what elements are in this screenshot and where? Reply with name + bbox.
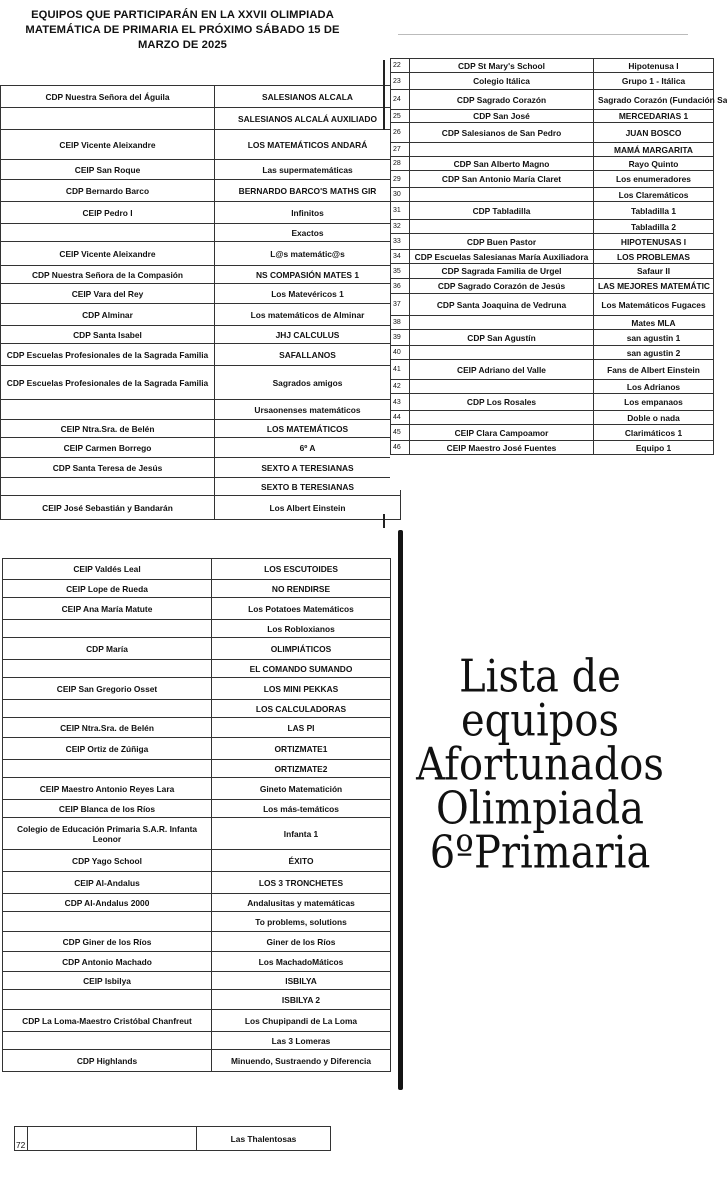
team-cell: ORTIZMATE2 (212, 760, 391, 778)
team-cell: Los enumeradores (594, 171, 714, 188)
caption-line: Lista de (459, 651, 621, 703)
team-cell: san agustin 1 (594, 330, 714, 346)
table-row (1, 108, 401, 130)
table-row (1, 160, 401, 180)
table-row (391, 346, 714, 360)
table-row (391, 143, 714, 157)
table-row (3, 700, 391, 718)
school-cell: CDP María (3, 638, 212, 660)
school-cell (1, 478, 215, 496)
team-cell: Tabladilla 2 (594, 220, 714, 234)
team-cell: OLIMPIÁTICOS (212, 638, 391, 660)
document-page-1 (0, 0, 385, 525)
row-number: 35 (391, 264, 410, 279)
caption-line: equipos (460, 695, 620, 747)
table-row (3, 1050, 391, 1072)
row-number: 31 (391, 202, 410, 220)
row-number: 29 (391, 171, 410, 188)
team-cell: Minuendo, Sustraendo y Diferencia (212, 1050, 391, 1072)
table-row (15, 1127, 331, 1151)
team-cell: Infanta 1 (212, 818, 391, 850)
row-number: 36 (391, 279, 410, 294)
table-row (1, 344, 401, 366)
row-number: 42 (391, 380, 410, 394)
row-number: 28 (391, 157, 410, 171)
team-cell: MAMÁ MARGARITA (594, 143, 714, 157)
school-cell: CDP Salesianos de San Pedro (410, 123, 594, 143)
table-row (3, 620, 391, 638)
table-row (3, 894, 391, 912)
table-row (391, 59, 714, 73)
row-number: 26 (391, 123, 410, 143)
school-cell: CDP Sagrado Corazón (410, 90, 594, 110)
team-cell: Los Adrianos (594, 380, 714, 394)
school-cell (410, 220, 594, 234)
table-row (1, 478, 401, 496)
row-number: 43 (391, 394, 410, 411)
teams-table-1 (0, 85, 401, 520)
table-row (3, 778, 391, 800)
team-cell: MERCEDARIAS 1 (594, 110, 714, 123)
team-cell: Hipotenusa I (594, 59, 714, 73)
row-number: 25 (391, 110, 410, 123)
school-cell: CDP Bernardo Barco (1, 180, 215, 202)
team-cell: L@s matemátic@s (215, 242, 401, 266)
school-cell: CEIP Adriano del Valle (410, 360, 594, 380)
school-cell: CDP St Mary's School (410, 59, 594, 73)
team-cell: LAS PI (212, 718, 391, 738)
table-row (1, 366, 401, 400)
school-cell: CDP Al-Andalus 2000 (3, 894, 212, 912)
school-cell: CDP San Antonio María Claret (410, 171, 594, 188)
table-row (1, 304, 401, 326)
school-cell: CDP La Loma-Maestro Cristóbal Chanfreut (3, 1010, 212, 1032)
school-cell: CEIP Maestro José Fuentes (410, 441, 594, 455)
team-cell: SALESIANOS ALCALA (215, 86, 401, 108)
school-cell (410, 346, 594, 360)
table-row (1, 496, 401, 520)
team-cell: Tabladilla 1 (594, 202, 714, 220)
school-cell: CDP Highlands (3, 1050, 212, 1072)
school-cell: CDP Antonio Machado (3, 952, 212, 972)
school-cell (410, 316, 594, 330)
team-cell: EL COMANDO SUMANDO (212, 660, 391, 678)
team-cell: Los Albert Einstein (215, 496, 401, 520)
table-row (1, 284, 401, 304)
school-cell: CEIP Ntra.Sra. de Belén (3, 718, 212, 738)
table-row (1, 86, 401, 108)
table-row (3, 818, 391, 850)
team-cell: Clarimáticos 1 (594, 425, 714, 441)
school-cell: CDP Santa Isabel (1, 326, 215, 344)
school-cell: CEIP Pedro I (1, 202, 215, 224)
school-cell (3, 990, 212, 1010)
table-row (391, 279, 714, 294)
table-row (3, 912, 391, 932)
school-cell: CDP Giner de los Ríos (3, 932, 212, 952)
team-cell: ORTIZMATE1 (212, 738, 391, 760)
school-cell: CEIP José Sebastián y Bandarán (1, 496, 215, 520)
school-cell: CDP Escuelas Profesionales de la Sagrada Familia (1, 344, 215, 366)
school-cell (1, 224, 215, 242)
table-row (3, 952, 391, 972)
teams-table-2 (390, 58, 727, 455)
row-number: 34 (391, 250, 410, 264)
team-cell: Equipo 1 (594, 441, 714, 455)
school-cell (410, 411, 594, 425)
school-cell: CEIP Lope de Rueda (3, 580, 212, 598)
table-row (391, 157, 714, 171)
team-cell: Los Matemáticos Fugaces (594, 294, 714, 316)
team-cell: Mates MLA (594, 316, 714, 330)
team-cell: ÉXITO (212, 850, 391, 872)
school-cell: CEIP Vara del Rey (1, 284, 215, 304)
team-cell: Sagrados amigos (215, 366, 401, 400)
table-row (1, 458, 401, 478)
document-page-2 (390, 58, 727, 490)
team-cell: ISBILYA (212, 972, 391, 990)
team-cell: Las supermatemáticas (215, 160, 401, 180)
school-cell: CDP Alminar (1, 304, 215, 326)
row-number: 33 (391, 234, 410, 250)
school-cell: CEIP Ortiz de Zúñiga (3, 738, 212, 760)
table-row (3, 872, 391, 894)
table-row (3, 932, 391, 952)
row-number: 46 (391, 441, 410, 455)
table-row (3, 718, 391, 738)
table-row (1, 224, 401, 242)
school-cell: CEIP Ntra.Sra. de Belén (1, 420, 215, 438)
school-cell: Colegio Itálica (410, 73, 594, 90)
table-row (391, 110, 714, 123)
team-cell: Las 3 Lomeras (212, 1032, 391, 1050)
school-cell (3, 700, 212, 718)
table-row (3, 678, 391, 700)
table-row (3, 598, 391, 620)
team-cell: LOS PROBLEMAS (594, 250, 714, 264)
team-cell: LOS 3 TRONCHETES (212, 872, 391, 894)
team-cell: Los Robloxianos (212, 620, 391, 638)
school-cell: CDP Escuelas Profesionales de la Sagrada Familia (1, 366, 215, 400)
team-cell: Fans de Albert Einstein (594, 360, 714, 380)
school-cell: CDP Sagrada Familia de Urgel (410, 264, 594, 279)
table-row (1, 130, 401, 160)
school-cell: CDP Escuelas Salesianas María Auxiliadora (410, 250, 594, 264)
row-number: 39 (391, 330, 410, 346)
handwritten-caption (395, 651, 685, 879)
school-cell: CDP San Agustín (410, 330, 594, 346)
school-cell: CEIP Blanca de los Ríos (3, 800, 212, 818)
table-row (391, 202, 714, 220)
team-cell: Ursaonenses matemáticos (215, 400, 401, 420)
row-number: 27 (391, 143, 410, 157)
school-cell: Colegio de Educación Primaria S.A.R. Infanta Leonor (3, 818, 212, 850)
school-cell: CEIP Valdés Leal (3, 559, 212, 580)
team-cell: LOS MATEMÁTICOS ANDARÁ (215, 130, 401, 160)
table-row (3, 760, 391, 778)
team-cell: NS COMPASIÓN MATES 1 (215, 266, 401, 284)
team-cell: Sagrado Corazón (Fundación Sa (594, 90, 714, 110)
table-row (391, 73, 714, 90)
row-number: 32 (391, 220, 410, 234)
team-cell: SEXTO A TERESIANAS (215, 458, 401, 478)
table-row (1, 420, 401, 438)
team-cell: Los Chupipandi de La Loma (212, 1010, 391, 1032)
team-cell: Giner de los Ríos (212, 932, 391, 952)
team-cell: Doble o nada (594, 411, 714, 425)
table-row (391, 123, 714, 143)
row-number: 72 (15, 1127, 28, 1151)
document-page-3 (0, 555, 375, 1075)
table-row (391, 220, 714, 234)
top-right-blank-strip (398, 0, 688, 35)
school-cell (3, 660, 212, 678)
team-cell: LOS ESCUTOIDES (212, 559, 391, 580)
teams-table-4 (14, 1126, 331, 1151)
team-cell: Los Claremáticos (594, 188, 714, 202)
school-cell (3, 912, 212, 932)
team-cell: Los Potatoes Matemáticos (212, 598, 391, 620)
school-cell (3, 760, 212, 778)
school-cell: CDP Santa Joaquina de Vedruna (410, 294, 594, 316)
table-row (3, 1010, 391, 1032)
table-row (3, 1032, 391, 1050)
school-cell: CEIP Carmen Borrego (1, 438, 215, 458)
school-cell: CDP Nuestra Señora del Águila (1, 86, 215, 108)
table-row (3, 559, 391, 580)
team-cell: SAFALLANOS (215, 344, 401, 366)
school-cell: CEIP Maestro Antonio Reyes Lara (3, 778, 212, 800)
row-number: 37 (391, 294, 410, 316)
row-number: 41 (391, 360, 410, 380)
table-row (3, 990, 391, 1010)
table-row (391, 425, 714, 441)
table-row (391, 171, 714, 188)
caption-line: Olimpiada (435, 783, 644, 835)
school-cell: CDP Los Rosales (410, 394, 594, 411)
table-row (391, 380, 714, 394)
team-cell: JHJ CALCULUS (215, 326, 401, 344)
team-cell: Los matemáticos de Alminar (215, 304, 401, 326)
school-cell (410, 380, 594, 394)
school-cell (410, 188, 594, 202)
team-cell: Las Thalentosas (197, 1127, 331, 1151)
team-cell: Infinitos (215, 202, 401, 224)
school-cell: CDP Buen Pastor (410, 234, 594, 250)
team-cell: Rayo Quinto (594, 157, 714, 171)
school-cell: CDP San Alberto Magno (410, 157, 594, 171)
team-cell: SEXTO B TERESIANAS (215, 478, 401, 496)
table-row (391, 330, 714, 346)
school-cell (3, 620, 212, 638)
school-cell (28, 1127, 197, 1151)
page-corner-mark (383, 60, 385, 130)
team-cell: LOS MATEMÁTICOS (215, 420, 401, 438)
table-row (1, 202, 401, 224)
table-row (3, 800, 391, 818)
page-corner-mark (383, 514, 385, 528)
table-row (1, 326, 401, 344)
table-row (3, 738, 391, 760)
team-cell: BERNARDO BARCO'S MATHS GIR (215, 180, 401, 202)
caption-line: Afortunados (416, 739, 664, 791)
school-cell: CDP Yago School (3, 850, 212, 872)
school-cell (1, 108, 215, 130)
table-row (391, 234, 714, 250)
team-cell: ISBILYA 2 (212, 990, 391, 1010)
team-cell: LOS CALCULADORAS (212, 700, 391, 718)
teams-table-3 (2, 558, 391, 1072)
table-row (1, 438, 401, 458)
row-number: 23 (391, 73, 410, 90)
school-cell: CEIP Ana María Matute (3, 598, 212, 620)
table-row (3, 580, 391, 598)
table-row (3, 972, 391, 990)
table-row (391, 411, 714, 425)
team-cell: To problems, solutions (212, 912, 391, 932)
team-cell: Los Matevéricos 1 (215, 284, 401, 304)
team-cell: Los más-temáticos (212, 800, 391, 818)
table-row (391, 360, 714, 380)
row-number: 24 (391, 90, 410, 110)
school-cell (3, 1032, 212, 1050)
school-cell: CEIP Vicente Aleixandre (1, 242, 215, 266)
row-number: 22 (391, 59, 410, 73)
table-row (1, 180, 401, 202)
team-cell: Exactos (215, 224, 401, 242)
table-row (391, 294, 714, 316)
table-row (391, 90, 714, 110)
school-cell: CEIP Vicente Aleixandre (1, 130, 215, 160)
table-row (3, 638, 391, 660)
team-cell: san agustin 2 (594, 346, 714, 360)
school-cell: CEIP San Gregorio Osset (3, 678, 212, 700)
table-row (391, 316, 714, 330)
table-row (391, 264, 714, 279)
team-cell: Los MachadoMáticos (212, 952, 391, 972)
school-cell: CEIP Isbilya (3, 972, 212, 990)
school-cell: CDP Tabladilla (410, 202, 594, 220)
table-row (3, 660, 391, 678)
team-cell: JUAN BOSCO (594, 123, 714, 143)
team-cell: Safaur II (594, 264, 714, 279)
school-cell: CDP Nuestra Señora de la Compasión (1, 266, 215, 284)
table-row (1, 400, 401, 420)
row-number: 44 (391, 411, 410, 425)
team-cell: HIPOTENUSAS I (594, 234, 714, 250)
school-cell: CDP Sagrado Corazón de Jesús (410, 279, 594, 294)
row-number: 30 (391, 188, 410, 202)
table-row (1, 242, 401, 266)
table-row (3, 850, 391, 872)
row-number: 40 (391, 346, 410, 360)
caption-line: 6ºPrimaria (429, 827, 651, 879)
team-cell: NO RENDIRSE (212, 580, 391, 598)
document-title: EQUIPOS QUE PARTICIPARÁN EN LA XXVII OLIMPIADA MATEMÁTICA DE PRIMARIA EL PRÓXIMO SÁBADO 15 DE MARZO DE 2025 (25, 9, 340, 51)
school-cell (410, 143, 594, 157)
team-cell: 6º A (215, 438, 401, 458)
table-row (1, 266, 401, 284)
document-page-4 (0, 1120, 330, 1156)
team-cell: Grupo 1 - Itálica (594, 73, 714, 90)
school-cell: CDP Santa Teresa de Jesús (1, 458, 215, 478)
table-row (391, 188, 714, 202)
team-cell: LOS MINI PEKKAS (212, 678, 391, 700)
team-cell: Gineto Matematición (212, 778, 391, 800)
team-cell: Los empanaos (594, 394, 714, 411)
school-cell (1, 400, 215, 420)
school-cell: CEIP San Roque (1, 160, 215, 180)
team-cell: LAS MEJORES MATEMÁTIC (594, 279, 714, 294)
table-row (391, 441, 714, 455)
school-cell: CEIP Al-Andalus (3, 872, 212, 894)
table-row (391, 394, 714, 411)
row-number: 38 (391, 316, 410, 330)
team-cell: Andalusitas y matemáticas (212, 894, 391, 912)
table-row (391, 250, 714, 264)
school-cell: CDP San José (410, 110, 594, 123)
school-cell: CEIP Clara Campoamor (410, 425, 594, 441)
team-cell: SALESIANOS ALCALÁ AUXILIADO (215, 108, 401, 130)
row-number: 45 (391, 425, 410, 441)
